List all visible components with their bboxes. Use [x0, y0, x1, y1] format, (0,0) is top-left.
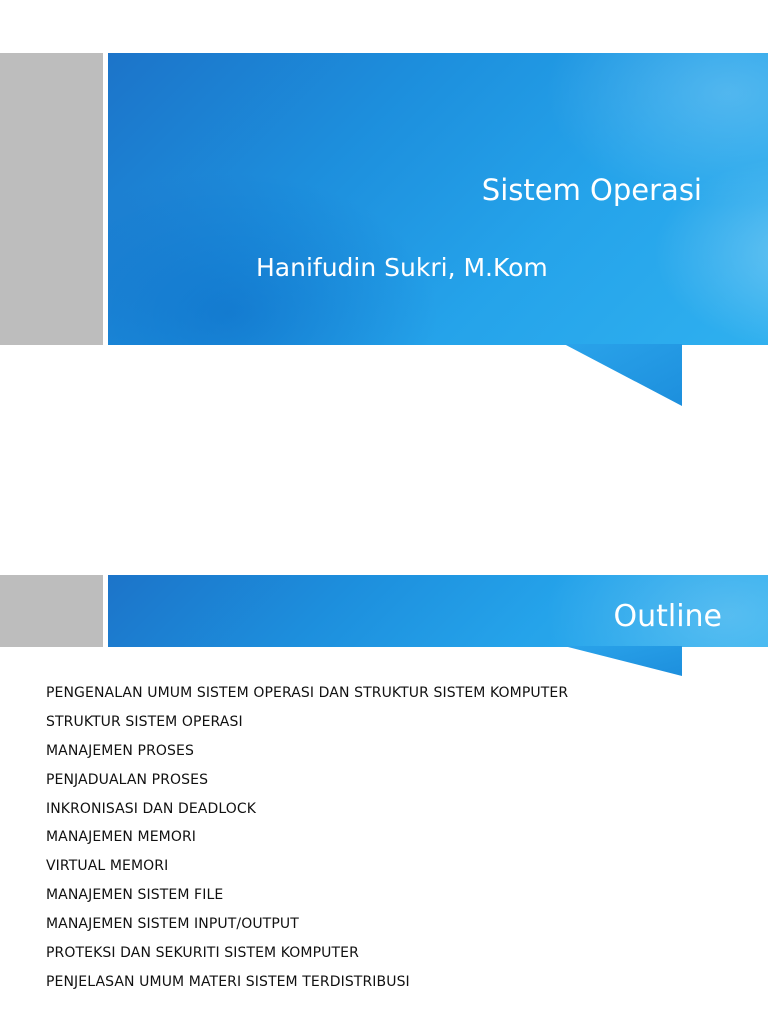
outline-slide [0, 575, 768, 1024]
outline-item: MANAJEMEN MEMORI [46, 829, 197, 846]
side-gray-bar [0, 53, 103, 345]
outline-item: MANAJEMEN PROSES [46, 742, 194, 759]
speech-bubble-tail [564, 646, 682, 676]
outline-item: STRUKTUR SISTEM OPERASI [46, 713, 243, 730]
outline-item: VIRTUAL MEMORI [46, 858, 169, 875]
outline-item: PENGENALAN UMUM SISTEM OPERASI DAN STRUKTUR SISTEM KOMPUTER [46, 685, 569, 701]
outline-item: INKRONISASI DAN DEADLOCK [46, 800, 257, 817]
title-banner [108, 53, 768, 345]
outline-title: Outline [613, 599, 722, 634]
outline-item: MANAJEMEN SISTEM INPUT/OUTPUT [46, 916, 299, 933]
title-slide [0, 53, 768, 413]
outline-item: PENJELASAN UMUM MATERI SISTEM TERDISTRIBUSI [46, 973, 410, 990]
speech-bubble-tail [564, 344, 682, 406]
outline-list [46, 679, 568, 997]
side-gray-bar [0, 575, 103, 647]
outline-item: PENJADUALAN PROSES [46, 771, 209, 788]
outline-item: MANAJEMEN SISTEM FILE [46, 887, 224, 904]
presenter-name: Hanifudin Sukri, M.Kom [256, 253, 548, 282]
outline-banner [108, 575, 768, 647]
slide-title: Sistem Operasi [481, 173, 702, 207]
outline-item: PROTEKSI DAN SEKURITI SISTEM KOMPUTER [46, 945, 359, 962]
